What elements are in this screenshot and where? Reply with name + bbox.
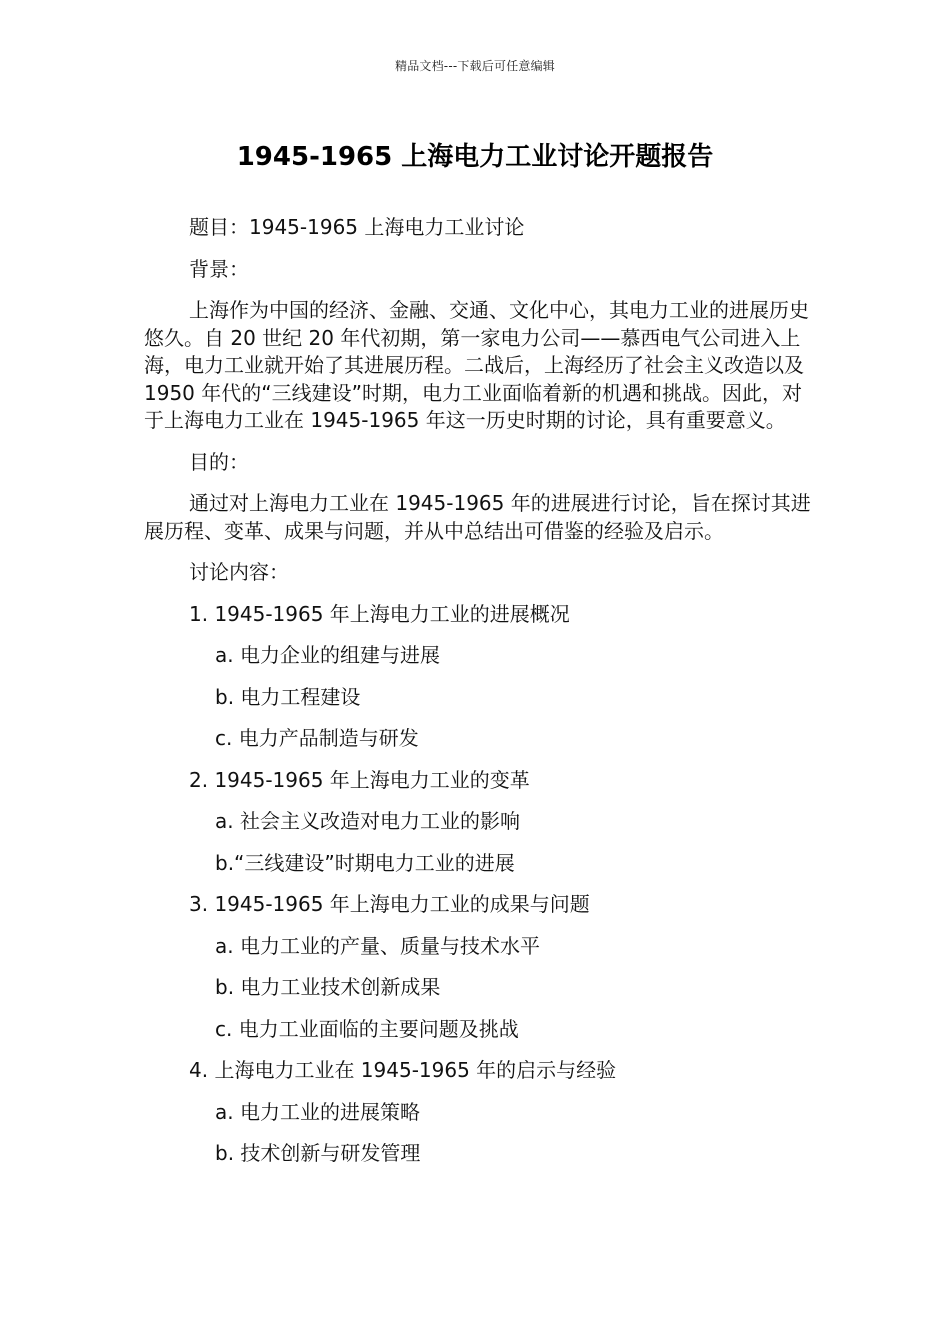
document-title: 1945-1965 上海电力工业讨论开题报告	[236, 142, 714, 172]
section-title: 3. 1945-1965 年上海电力工业的成果与问题	[189, 892, 590, 916]
document-body	[144, 214, 812, 1182]
section-3	[144, 891, 812, 1043]
section-4	[144, 1057, 812, 1168]
background-label: 背景：	[189, 256, 249, 281]
list-item: a. 电力企业的组建与进展	[215, 643, 440, 667]
list-item: b.“三线建设”时期电力工业的进展	[215, 850, 515, 875]
section-2	[144, 767, 812, 878]
purpose-label: 目的：	[189, 449, 249, 474]
list-item: b. 电力工业技术创新成果	[215, 975, 441, 999]
page-header: 精品文档---下载后可任意编辑	[395, 59, 555, 73]
list-item: b. 技术创新与研发管理	[215, 1141, 421, 1165]
list-item: c. 电力产品制造与研发	[215, 726, 419, 750]
content-label: 讨论内容：	[189, 560, 289, 584]
list-item: a. 电力工业的进展策略	[215, 1099, 420, 1124]
list-item: a. 社会主义改造对电力工业的影响	[215, 809, 520, 833]
purpose-paragraph: 通过对上海电力工业在 1945-1965 年的进展进行讨论，旨在探讨其进展历程、变革、成果与问题，并从中总结出可借鉴的经验及启示。	[144, 491, 811, 543]
section-title: 2. 1945-1965 年上海电力工业的变革	[189, 767, 530, 792]
section-1	[144, 601, 812, 753]
list-item: c. 电力工业面临的主要问题及挑战	[215, 1016, 519, 1041]
list-item: b. 电力工程建设	[215, 684, 361, 709]
topic-line: 题目：1945-1965 上海电力工业讨论	[189, 215, 525, 239]
section-title: 1. 1945-1965 年上海电力工业的进展概况	[189, 601, 570, 626]
section-title: 4. 上海电力工业在 1945-1965 年的启示与经验	[189, 1058, 617, 1082]
background-paragraph: 上海作为中国的经济、金融、交通、文化中心，其电力工业的进展历史悠久。自 20 世纪 20 年代初期，第一家电力公司——慕西电气公司进入上海，电力工业就开始了其进展历程。二战后，上海经历了社会主义改造以及 1950 年代的“三线建设”时期，电力工业面临着新的机遇和挑战。因此，对于上海电力工业在 1945-1965 年这一历史时期的讨论，具有重要意义。	[144, 298, 809, 432]
list-item: a. 电力工业的产量、质量与技术水平	[215, 933, 540, 958]
